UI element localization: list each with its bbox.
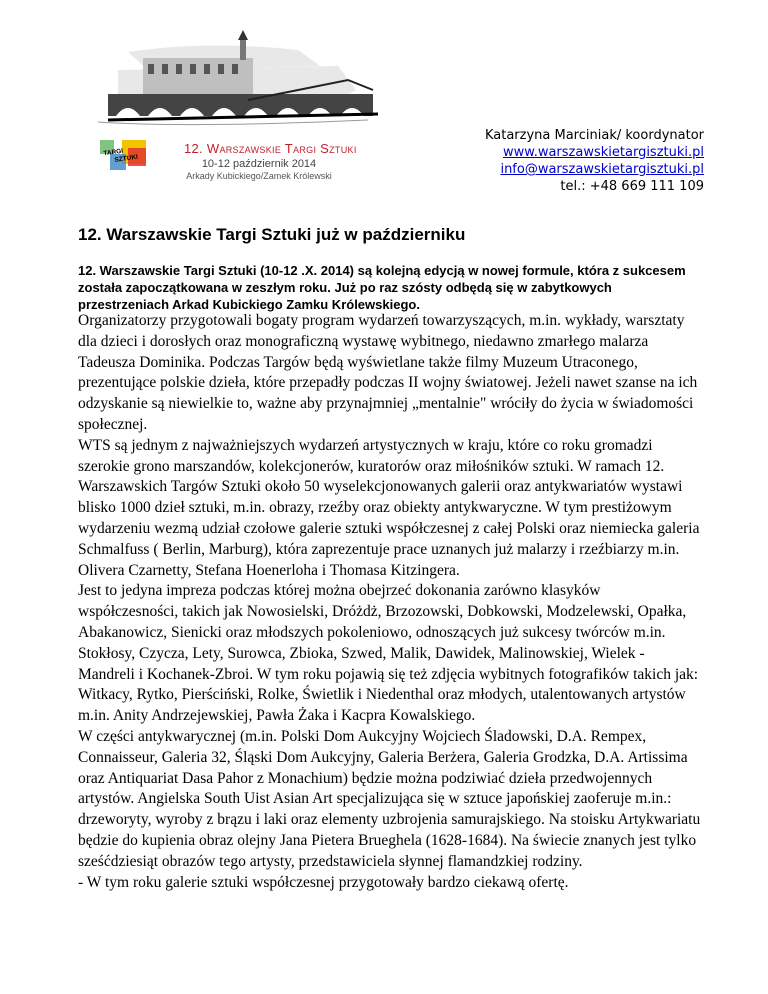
paragraph: Jest to jedyna impreza podczas której można obejrzeć dokonania zarówno klasyków współczesności, takich jak Nowosielski, Dróżdż, Brzozowski, Dobkowski, Modzelewski, Opałka, Abakanowicz, Sienicki oraz młodszych pokoleniowo, odnoszących już sukcesy twórców m.in. Stokłosy, Czycza, Lety, Surowca, Zbioka, Szwed, Malik, Dawidek, Malinowskiej, Wielek - Mandreli i Kochanek-Zbroi. W tym roku pojawią się też zdjęcia wybitnych fotografików takich jak: Witkacy, Rytko, Pierściński, Rolke, Świetlik i Niedenthal oraz młodych, utalentowanych artystów m.in. Anity Andrzejewskiej, Pawła Żaka i Kacpra Kowalskiego. (78, 582, 699, 725)
logo-mark-text: TARGI SZTUKI (103, 147, 139, 164)
contact-block (485, 127, 704, 195)
page-title: 12. Warszawskie Targi Sztuki już w październiku (78, 225, 466, 244)
email-link[interactable]: info@warszawskietargisztuki.pl (500, 162, 704, 177)
paragraph: - W tym roku galerie sztuki współczesnej przygotowały bardzo ciekawą ofertę. (78, 873, 569, 891)
paragraph: Organizatorzy przygotowali bogaty program wydarzeń towarzyszących, m.in. wykłady, warsztaty dla dzieci i dorosłych oraz monograficzną wystawę wybitnego, niedawno zmarłego malarza Tadeusza Dominika. Podczas Targów będą wyświetlane także filmy Muzeum Utraconego, prezentujące polskie dzieła, które przepadły podczas II wojny światowej. Jeżeli nawet szanse na ich odzyskanie są niewielkie to, ważne aby przynajmniej „mentalnie" wróciły do życia w świadomości społecznej. (78, 312, 698, 433)
event-logo (88, 30, 378, 190)
website-link[interactable]: www.warszawskietargisztuki.pl (503, 145, 704, 160)
logo-dates: 10-12 październik 2014 (201, 158, 317, 170)
logo-venue: Arkady Kubickiego/Zamek Królewski (186, 171, 332, 181)
phone-number: tel.: +48 669 111 109 (560, 179, 704, 194)
logo-title: 12. Warszawskie Targi Sztuki (184, 141, 357, 156)
paragraph: WTS są jednym z najważniejszych wydarzeń artystycznych w kraju, które co roku gromadzi szerokie grono marszandów, kolekcjonerów, kuratorów oraz miłośników sztuki. W ramach 12. Warszawskich Targów Sztuki około 50 wyselekcjonowanych galerii oraz antykwariatów wystawi blisko 1000 dzieł sztuki, m.in. obrazy, rzeźby oraz obiekty antykwaryczne. W tym prestiżowym wydarzeniu wezmą udział czołowe galerie sztuki współczesnej z całej Polski oraz niemiecka galeria Schmalfuss ( Berlin, Marburg), która zaprezentuje prace uznanych już malarzy i rzeźbiarzy m.in. Olivera Czarnetty, Stefana Hoenerloha i Thomasa Kitzingera. (78, 436, 700, 579)
lead-paragraph: 12. Warszawskie Targi Sztuki (10-12 .X. 2014) są kolejną edycją w nowej formule, która z sukcesem została zapoczątkowana w zeszłym roku. Już po raz szósty odbędą się w zabytkowych przestrzeniach Arkad Kubickiego Zamku Królewskiego. (78, 263, 686, 312)
article-body (78, 311, 703, 893)
coordinator-name: Katarzyna Marciniak/ koordynator (484, 128, 704, 143)
paragraph: W części antykwarycznej (m.in. Polski Dom Aukcyjny Wojciech Śladowski, D.A. Rempex, Connaisseur, Galeria 32, Śląski Dom Aukcyjny, Galeria Berżera, Galeria Grodzka, D.A. Artissima oraz Antiquariat Dasa Pahor z Monachium) będzie można podziwiać dzieła przedwojennych artystów. Angielska South Uist Asian Art specjalizująca się w sztuce japońskiej zaoferuje m.in.: drzeworyty, wyroby z brązu i laki oraz elementy uzbrojenia samurajskiego. Na stoisku Artykwariatu będzie do kupienia obraz olejny Jana Pietera Brueghela (1628-1684). Na świecie znanych jest tylko sześćdziesiąt obrazów tego artysty, przedstawiciela słynnej flamandzkiej rodziny. (78, 727, 701, 870)
